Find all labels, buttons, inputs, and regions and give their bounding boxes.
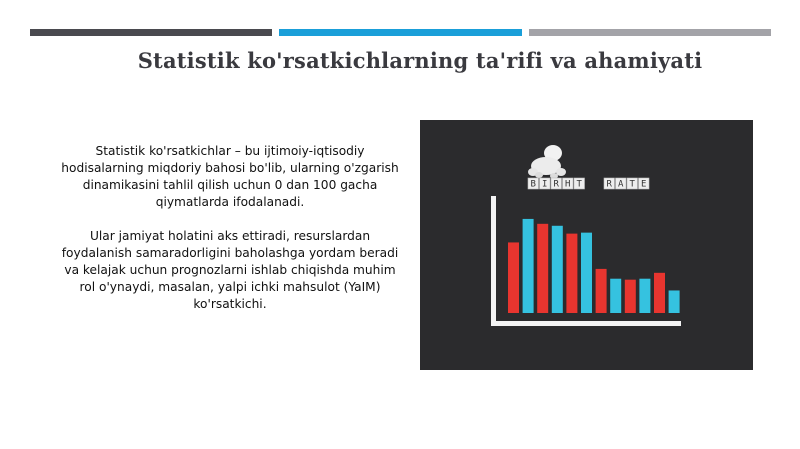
letter-tile-char: E bbox=[641, 179, 647, 190]
paragraph-1: Statistik ko'rsatkichlar – bu ijtimoiy-iqtisodiy hodisalarning miqdoriy bahosi bo'lib, ularning o'zgarish dinamikasini tahlil qilish uchun 0 dan 100 gacha qiymatlarda ifodalanadi. bbox=[61, 144, 399, 209]
chart-bar bbox=[654, 273, 665, 313]
letter-tile-char: R bbox=[553, 179, 559, 190]
chart-bar bbox=[639, 279, 650, 313]
letter-tile-char: I bbox=[542, 179, 548, 190]
letter-tile-char: T bbox=[576, 179, 582, 190]
letter-tile-char: A bbox=[618, 179, 624, 190]
chart-bar bbox=[669, 290, 680, 313]
chart-bar bbox=[537, 224, 548, 313]
chart-bar bbox=[552, 226, 563, 313]
birth-rate-illustration bbox=[420, 120, 753, 370]
header-accent-bar-blue bbox=[279, 29, 522, 36]
letter-tile-char: B bbox=[530, 179, 536, 190]
chart-axis-y bbox=[491, 196, 496, 326]
letter-tile-char: T bbox=[629, 179, 635, 190]
birth-rate-photo bbox=[420, 120, 753, 370]
chart-bar bbox=[566, 234, 577, 313]
chart-bar bbox=[625, 280, 636, 313]
letter-tile-char: R bbox=[606, 179, 612, 190]
chart-bar bbox=[508, 242, 519, 313]
header-accent-bar-gray bbox=[529, 29, 771, 36]
chart-bar bbox=[581, 233, 592, 313]
chart-axis-x bbox=[491, 321, 681, 326]
baby-figurine-icon bbox=[528, 145, 566, 179]
slide-title: Statistik ko'rsatkichlarning ta'rifi va ahamiyati bbox=[137, 48, 703, 73]
chart-bar bbox=[523, 219, 534, 313]
letter-tile-char: H bbox=[565, 179, 571, 190]
chart-bar bbox=[610, 279, 621, 313]
header-accent-bar-dark bbox=[30, 29, 272, 36]
paragraph-2: Ular jamiyat holatini aks ettiradi, resurslardan foydalanish samaradorligini baholashga yordam beradi va kelajak uchun prognozlarni ishlab chiqishda muhim rol o'ynaydi, masalan, yalpi ichki mahsulot (YaIM) ko'rsatkichi. bbox=[61, 229, 399, 311]
slide-body bbox=[55, 143, 405, 330]
chart-bar bbox=[596, 269, 607, 313]
